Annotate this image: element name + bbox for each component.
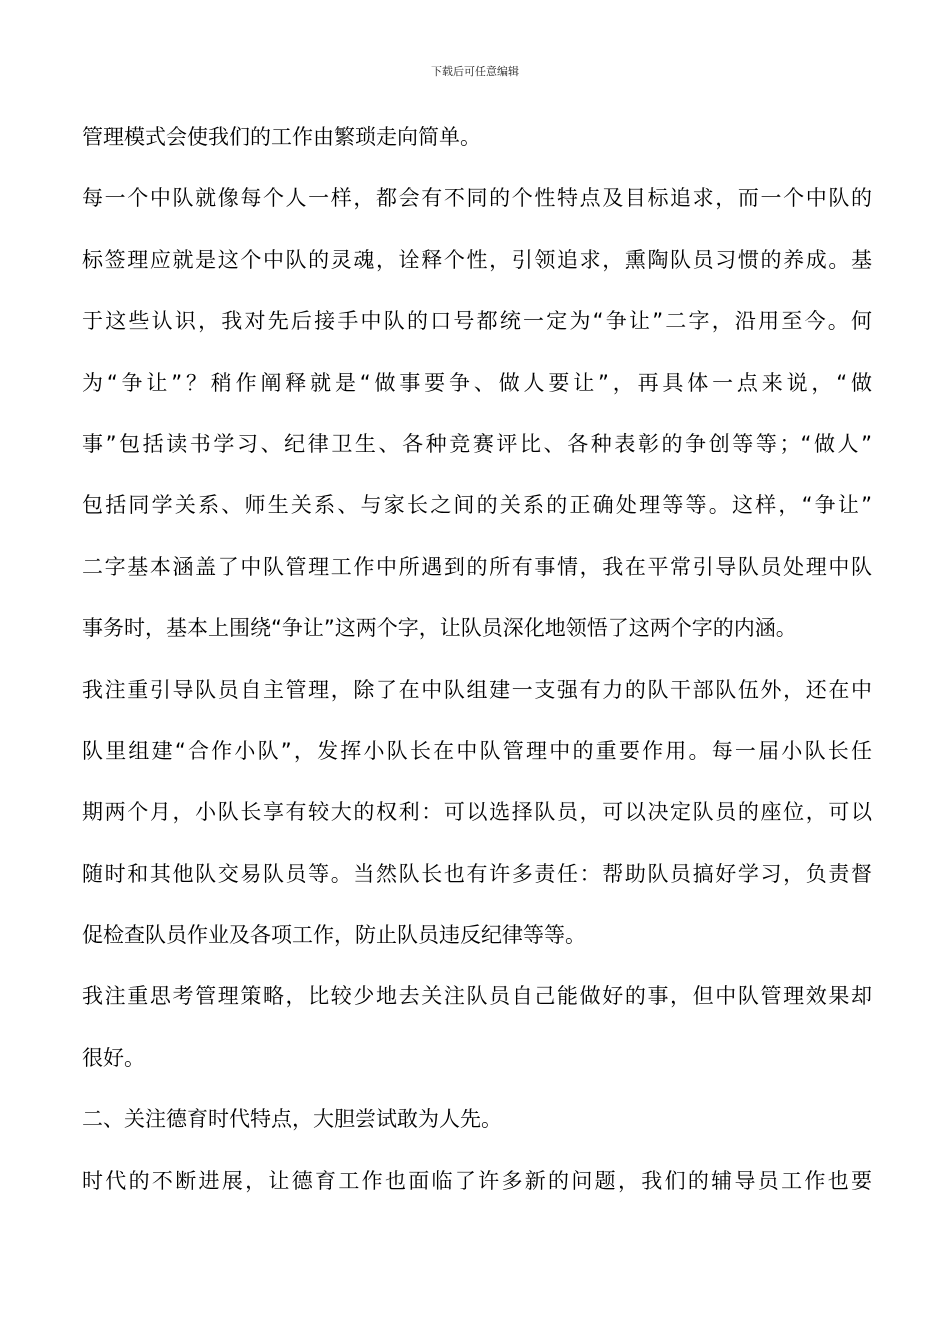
text-line-11: 队里组建“合作小队”，发挥小队长在中队管理中的重要作用。每一届小队长任 — [82, 738, 872, 763]
document-body — [82, 107, 872, 1212]
text-line-4: 于这些认识，我对先后接手中队的口号都统一定为“争让”二字，沿用至今。何 — [82, 309, 872, 334]
page-header-note: 下载后可任意编辑 — [431, 65, 519, 78]
text-line-18: 时代的不断进展，让德育工作也面临了许多新的问题，我们的辅导员工作也要 — [82, 1168, 872, 1193]
text-line-5: 为“争让”？稍作阐释就是“做事要争、做人要让”，再具体一点来说，“做 — [82, 370, 872, 395]
text-line-16: 很好。 — [82, 1045, 145, 1070]
text-line-6: 事”包括读书学习、纪律卫生、各种竞赛评比、各种表彰的争创等等；“做人” — [82, 431, 872, 456]
text-line-9: 事务时，基本上围绕“争让”这两个字，让队员深化地领悟了这两个字的内涵。 — [82, 616, 797, 641]
text-line-1: 管理模式会使我们的工作由繁琐走向简单。 — [82, 125, 481, 149]
text-line-3: 标签理应就是这个中队的灵魂，诠释个性，引领追求，熏陶队员习惯的养成。基 — [82, 247, 872, 272]
text-line-12: 期两个月，小队长享有较大的权利：可以选择队员，可以决定队员的座位，可以 — [82, 800, 872, 825]
text-line-8: 二字基本涵盖了中队管理工作中所遇到的所有事情，我在平常引导队员处理中队 — [82, 554, 872, 579]
text-line-10: 我注重引导队员自主管理，除了在中队组建一支强有力的队干部队伍外，还在中 — [82, 677, 872, 702]
text-line-15: 我注重思考管理策略，比较少地去关注队员自己能做好的事，但中队管理效果却 — [82, 984, 872, 1009]
text-line-14: 促检查队员作业及各项工作，防止队员违反纪律等等。 — [82, 923, 586, 948]
section-heading: 二、关注德育时代特点，大胆尝试敢为人先。 — [82, 1107, 502, 1132]
text-line-7: 包括同学关系、师生关系、与家长之间的关系的正确处理等等。这样，“争让” — [82, 493, 872, 518]
text-line-13: 随时和其他队交易队员等。当然队长也有许多责任：帮助队员搞好学习，负责督 — [82, 861, 872, 886]
text-line-2: 每一个中队就像每个人一样，都会有不同的个性特点及目标追求，而一个中队的 — [82, 186, 872, 211]
